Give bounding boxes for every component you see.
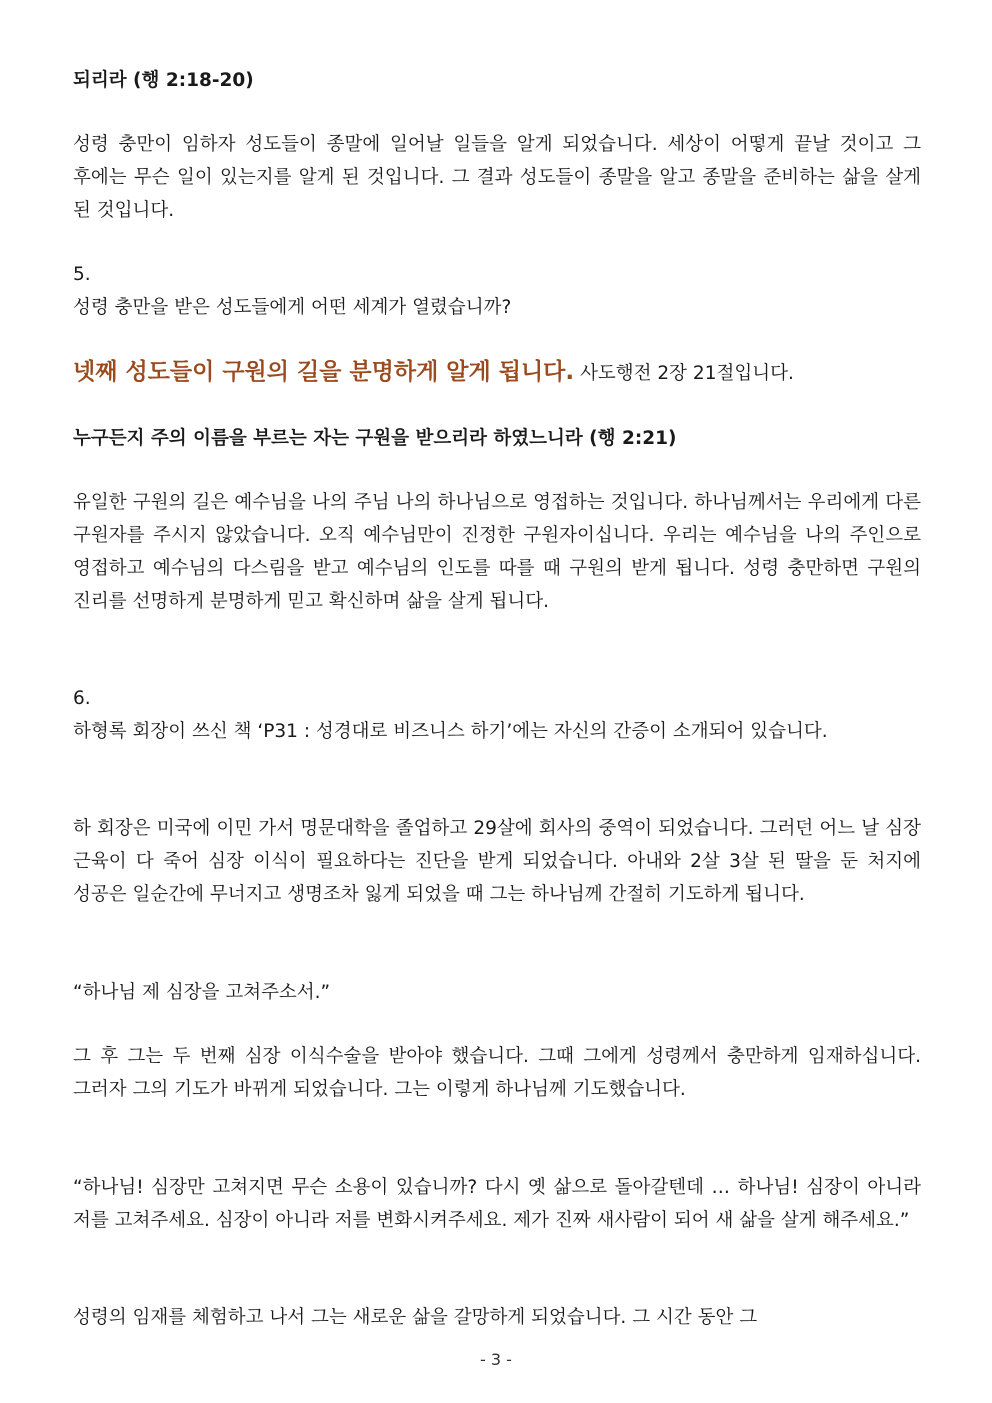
paragraph-testimony: 하 회장은 미국에 이민 가서 명문대학을 졸업하고 29살에 회사의 중역이 되었습니다. 그러던 어느 날 심장 근육이 다 죽어 심장 이식이 필요하다는 진단을 받게 되었습니다. 아내와 2살 3살 된 딸을 둔 처지에 성공은 일순간에 무너지고 생명조차 잃게 되었을 때 그는 하나님께 간절히 기도하게 됩니다. (73, 818, 921, 905)
question-6-number: 6. (73, 688, 91, 709)
question-5-text: 성령 충만을 받은 성도들에게 어떤 세계가 열렸습니까? (73, 297, 512, 318)
scripture-verse-acts-2-21: 누구든지 주의 이름을 부르는 자는 구원을 받으리라 하였느니라 (행 2:21) (73, 428, 677, 449)
section-heading-4 (73, 356, 921, 390)
scripture-verse-acts-2-18-20: 되리라 (행 2:18-20) (73, 70, 254, 91)
section-heading-4-reference: 사도행전 2장 21절입니다. (574, 363, 794, 384)
question-6-text: 하형록 회장이 쓰신 책 ‘P31 : 성경대로 비즈니스 하기’에는 자신의 간증이 소개되어 있습니다. (73, 721, 828, 742)
section-heading-4-title: 넷째 성도들이 구원의 길을 분명하게 알게 됩니다. (73, 359, 575, 385)
paragraph-salvation: 유일한 구원의 길은 예수님을 나의 주님 나의 하나님으로 영접하는 것입니다. 하나님께서는 우리에게 다른 구원자를 주시지 않았습니다. 오직 예수님만이 진정한 구원자이십니다. 우리는 예수님을 나의 주인으로 영접하고 예수님의 다스림을 받고 예수님의 인도를 따를 때 구원의 받게 됩니다. 성령 충만하면 구원의 진리를 선명하게 분명하게 믿고 확신하며 삶을 살게 됩니다. (73, 492, 921, 612)
paragraph-end-times: 성령 충만이 임하자 성도들이 종말에 일어날 일들을 알게 되었습니다. 세상이 어떻게 끝날 것이고 그 후에는 무슨 일이 있는지를 알게 된 것입니다. 그 결과 성도들이 종말을 알고 종말을 준비하는 삶을 살게 된 것입니다. (73, 134, 921, 221)
paragraph-second-surgery: 그 후 그는 두 번째 심장 이식수술을 받아야 했습니다. 그때 그에게 성령께서 충만하게 임재하십니다. 그러자 그의 기도가 바뀌게 되었습니다. 그는 이렇게 하나님께 기도했습니다. (73, 1046, 921, 1100)
page-number: - 3 - (480, 1350, 512, 1369)
paragraph-new-life: 성령의 임재를 체험하고 나서 그는 새로운 삶을 갈망하게 되었습니다. 그 시간 동안 그 (73, 1307, 758, 1328)
question-5-number: 5. (73, 264, 91, 285)
quote-prayer-change: “하나님! 심장만 고쳐지면 무슨 소용이 있습니까? 다시 옛 삶으로 돌아갈텐데 … 하나님! 심장이 아니라 저를 고쳐주세요. 심장이 아니라 저를 변화시켜주세요. 제가 진짜 새사람이 되어 새 삶을 살게 해주세요.” (73, 1177, 921, 1231)
quote-prayer-heart: “하나님 제 심장을 고쳐주소서.” (73, 982, 331, 1003)
